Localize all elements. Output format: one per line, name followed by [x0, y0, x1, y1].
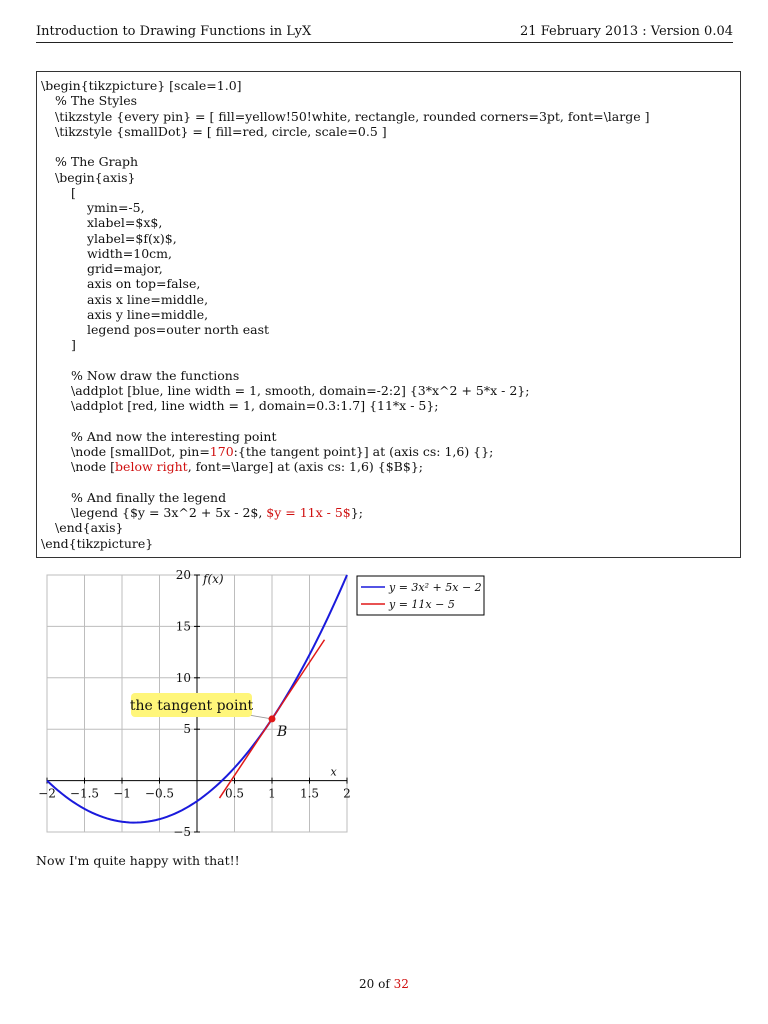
- x-tick-label: 0.5: [224, 786, 245, 801]
- code-text: };: [350, 505, 363, 520]
- code-text: axis x line=middle,: [87, 291, 209, 307]
- code-text: % Now draw the functions: [71, 367, 240, 383]
- code-text: ymin=-5,: [87, 200, 145, 215]
- code-text: \begin{axis}: [55, 169, 136, 185]
- x-axis-label: x: [330, 765, 337, 779]
- x-tick-label: −2: [38, 786, 56, 801]
- code-line: [55, 154, 138, 169]
- code-text: % The Styles: [55, 93, 138, 109]
- code-line: [71, 429, 277, 444]
- code-text: % And now the interesting point: [71, 428, 277, 444]
- legend-entry: y = 11x − 5: [389, 598, 455, 611]
- code-line: [71, 490, 226, 505]
- code-line: [55, 93, 137, 108]
- code-text: axis on top=false,: [87, 276, 201, 292]
- code-highlight: 170: [209, 444, 234, 459]
- page-total-link[interactable]: 32: [393, 977, 409, 991]
- x-tick-label: 1.5: [299, 786, 320, 801]
- code-line: [87, 261, 163, 276]
- code-text: \addplot [blue, line width = 1, smooth, domain=-2:2] {3*x^2 + 5*x - 2};: [71, 383, 530, 398]
- code-line: [87, 292, 208, 307]
- code-text: ylabel=$f(x)$,: [87, 230, 177, 246]
- code-line: [71, 505, 363, 520]
- y-tick-label: 5: [183, 722, 191, 737]
- code-text: \legend {$y = 3x^2 + 5x - 2$,: [71, 505, 267, 520]
- point-label-b: B: [277, 723, 288, 740]
- code-text: axis y line=middle,: [87, 306, 209, 322]
- code-line: [41, 78, 242, 93]
- code-highlight: $y = 11x - 5$: [266, 505, 351, 520]
- code-line: [71, 368, 239, 383]
- legend-entry: y = 3x² + 5x − 2: [389, 581, 482, 594]
- code-line: [41, 536, 153, 551]
- page-footer: [0, 977, 768, 991]
- code-highlight: below right: [115, 459, 188, 475]
- y-tick-label: 10: [175, 670, 191, 685]
- page-number: 20: [359, 977, 375, 991]
- code-text: \node [: [71, 459, 116, 475]
- code-line: [71, 459, 423, 474]
- code-line: [87, 322, 269, 337]
- x-tick-label: −1: [113, 786, 131, 801]
- tangent-point-dot: [269, 715, 276, 722]
- pin-connector: [248, 715, 272, 719]
- page-header: [36, 22, 733, 43]
- code-line: [71, 398, 439, 413]
- code-text: grid=major,: [87, 261, 163, 276]
- code-line: [55, 520, 123, 535]
- code-text: xlabel=$x$,: [87, 215, 163, 231]
- code-line: [87, 231, 177, 246]
- code-text: width=10cm,: [87, 245, 172, 261]
- function-plot: [0, 560, 768, 850]
- code-line: [87, 200, 145, 215]
- header-version: 21 February 2013 : Version 0.04: [520, 24, 733, 39]
- y-tick-label: 15: [175, 619, 191, 634]
- code-line: [71, 185, 76, 200]
- code-text: \tikzstyle {every pin} = [ fill=yellow!50!white, rectangle, rounded corners=3pt, font=\large ]: [55, 108, 650, 124]
- x-tick-label: −0.5: [144, 786, 175, 801]
- pin-label: the tangent point: [129, 698, 254, 714]
- x-tick-label: 1: [268, 786, 276, 801]
- x-tick-label: −1.5: [69, 786, 100, 801]
- code-text: legend pos=outer north east: [87, 322, 270, 337]
- y-tick-label: 20: [175, 568, 191, 582]
- code-text: \end{axis}: [55, 520, 124, 536]
- code-text: :{the tangent point}] at (axis cs: 1,6) {};: [233, 444, 494, 459]
- page-of: of: [378, 977, 390, 991]
- code-line: [55, 124, 387, 139]
- y-axis-label: f(x): [203, 572, 224, 587]
- code-line: [87, 307, 208, 322]
- code-text: [: [71, 184, 76, 200]
- x-tick-label: 2: [343, 786, 351, 801]
- code-text: \tikzstyle {smallDot} = [ fill=red, circle, scale=0.5 ]: [55, 123, 387, 139]
- code-text: \addplot [red, line width = 1, domain=0.3:1.7] {11*x - 5};: [71, 398, 439, 414]
- code-listing: [36, 71, 741, 558]
- code-text: , font=\large] at (axis cs: 1,6) {$B$};: [187, 459, 423, 475]
- code-text: \node [smallDot, pin=: [71, 444, 210, 459]
- code-line: [71, 383, 529, 398]
- code-text: % The Graph: [55, 154, 139, 170]
- code-line: [71, 444, 493, 459]
- code-line: [71, 337, 76, 352]
- y-tick-label: −5: [173, 825, 191, 839]
- body-paragraph: Now I'm quite happy with that!!: [36, 853, 240, 868]
- code-line: [87, 246, 172, 261]
- code-text: \end{tikzpicture}: [41, 535, 154, 551]
- code-line: [55, 109, 649, 124]
- code-line: [55, 170, 135, 185]
- code-line: [87, 215, 162, 230]
- header-title: Introduction to Drawing Functions in LyX: [36, 24, 312, 39]
- code-text: % And finally the legend: [71, 489, 227, 505]
- code-line: [87, 276, 200, 291]
- code-text: ]: [71, 337, 76, 353]
- code-text: \begin{tikzpicture} [scale=1.0]: [41, 78, 242, 93]
